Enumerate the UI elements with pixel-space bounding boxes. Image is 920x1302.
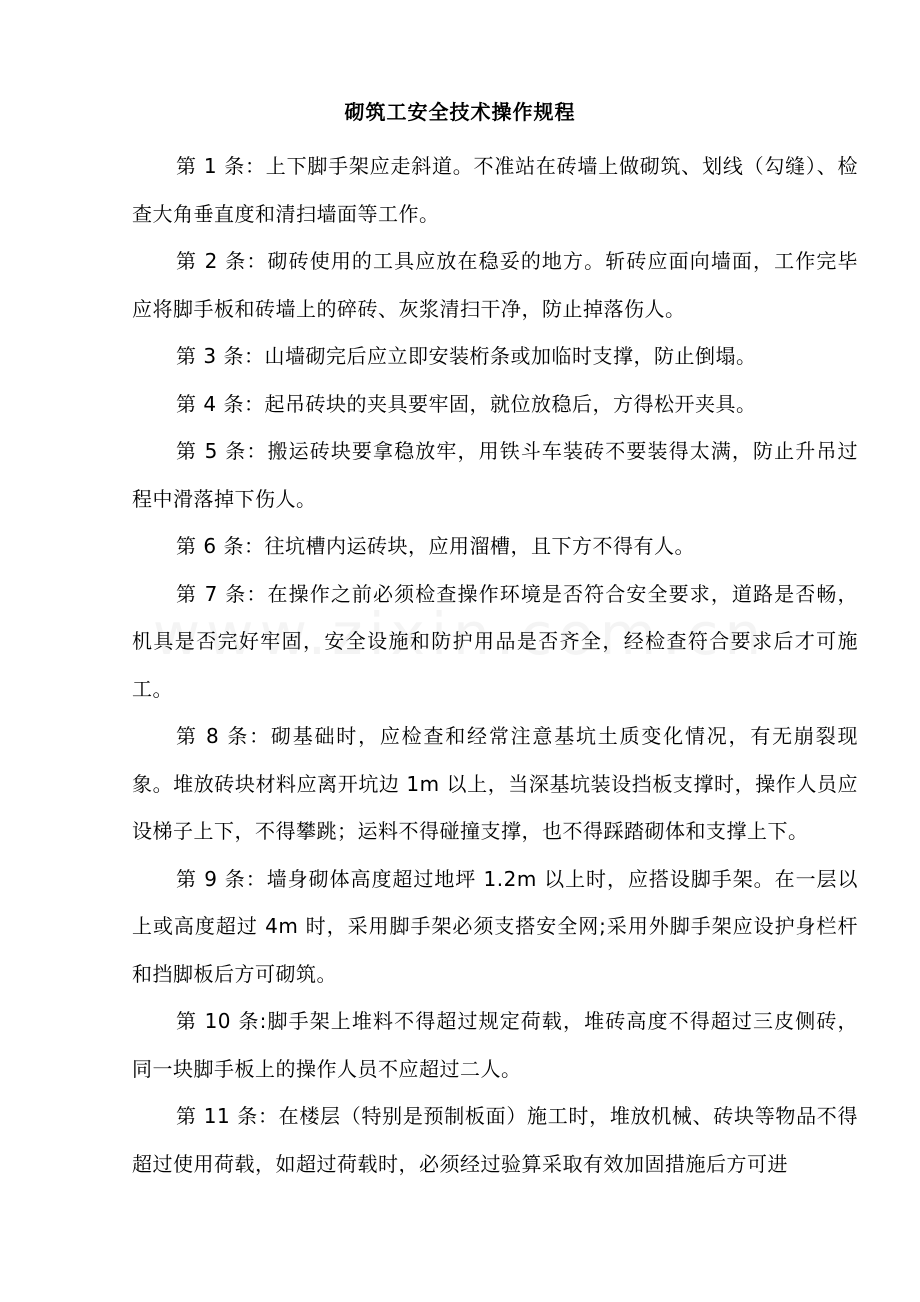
article-7: 第 7 条：在操作之前必须检查操作环境是否符合安全要求，道路是否畅，机具是否完好牢固，安全设施和防护用品是否齐全，经检查符合要求后才可施工。: [132, 581, 858, 701]
article-9: 第 9 条：墙身砌体高度超过地坪 1.2m 以上时，应搭设脚手架。在一层以上或高度超过 4m 时，采用脚手架必须支搭安全网;采用外脚手架应设护身栏杆和挡脚板后方可砌筑。: [132, 866, 858, 986]
article-1: 第 1 条：上下脚手架应走斜道。不准站在砖墙上做砌筑、划线（勾缝）、检查大角垂直度和清扫墙面等工作。: [132, 154, 858, 226]
article-5: 第 5 条：搬运砖块要拿稳放牢，用铁斗车装砖不要装得太满，防止升吊过程中滑落掉下伤人。: [132, 439, 858, 511]
article-3: 第 3 条：山墙砌完后应立即安装桁条或加临时支撑，防止倒塌。: [176, 344, 757, 368]
article-10: 第 10 条:脚手架上堆料不得超过规定荷载，堆砖高度不得超过三皮侧砖，同一块脚手板上的操作人员不应超过二人。: [132, 1009, 858, 1081]
document-body: [132, 143, 858, 1188]
article-8: 第 8 条：砌基础时，应检查和经常注意基坑土质变化情况，有无崩裂现象。堆放砖块材料应离开坑边 1m 以上，当深基坑装设挡板支撑时，操作人员应设梯子上下，不得攀跳；运料不得碰撞支撑，也不得踩踏砌体和支撑上下。: [132, 724, 858, 843]
article-2: 第 2 条：砌砖使用的工具应放在稳妥的地方。斩砖应面向墙面，工作完毕应将脚手板和砖墙上的碎砖、灰浆清扫干净，防止掉落伤人。: [132, 249, 858, 321]
article-6: 第 6 条：往坑槽内运砖块，应用溜槽，且下方不得有人。: [176, 534, 695, 558]
article-4: 第 4 条：起吊砖块的夹具要牢固，就位放稳后，方得松开夹具。: [176, 391, 757, 416]
article-11: 第 11 条：在楼层（特别是预制板面）施工时，堆放机械、砖块等物品不得超过使用荷载，如超过荷载时，必须经过验算采取有效加固措施后方可进: [132, 1104, 858, 1176]
document-title: 砌筑工安全技术操作规程: [344, 100, 576, 124]
